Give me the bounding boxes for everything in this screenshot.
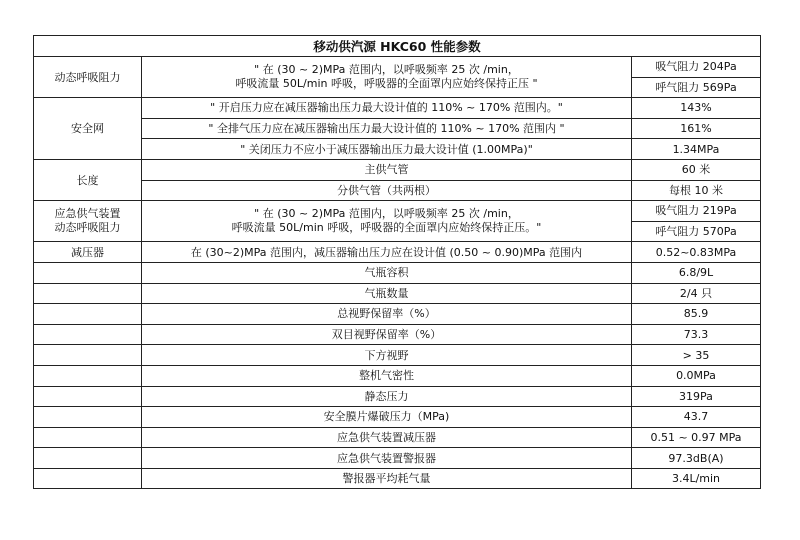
emergency-exhale-value: 呼气阻力 570Pa bbox=[632, 221, 761, 242]
row-label-emergency bbox=[34, 201, 142, 242]
table-row bbox=[34, 468, 761, 489]
param-value: 6.8/9L bbox=[632, 262, 761, 283]
length-value: 60 米 bbox=[632, 159, 761, 180]
param-value: 0.0MPa bbox=[632, 365, 761, 386]
table-row bbox=[34, 139, 761, 160]
row-label-safety: 安全网 bbox=[34, 98, 142, 160]
table-row bbox=[34, 118, 761, 139]
safety-value: 1.34MPa bbox=[632, 139, 761, 160]
empty-label-cell bbox=[34, 407, 142, 428]
emergency-condition-line2: 呼吸流量 50L/min 呼吸，呼吸器的全面罩内应始终保持正压。" bbox=[231, 221, 542, 235]
table-row bbox=[34, 201, 761, 222]
empty-label-cell bbox=[34, 427, 142, 448]
empty-label-cell bbox=[34, 365, 142, 386]
empty-label-cell bbox=[34, 324, 142, 345]
table-title: 移动供汽源 HKC60 性能参数 bbox=[34, 36, 761, 57]
length-value: 每根 10 米 bbox=[632, 180, 761, 201]
table-row bbox=[34, 283, 761, 304]
table-row bbox=[34, 427, 761, 448]
param-name: 安全膜片爆破压力（MPa) bbox=[142, 407, 632, 428]
row-label-length: 长度 bbox=[34, 159, 142, 200]
param-name: 双目视野保留率（%） bbox=[142, 324, 632, 345]
emergency-label-line2: 动态呼吸阻力 bbox=[54, 221, 121, 235]
param-name: 静态压力 bbox=[142, 386, 632, 407]
table-row bbox=[34, 365, 761, 386]
row-label-reducer: 减压器 bbox=[34, 242, 142, 263]
length-item: 主供气管 bbox=[142, 159, 632, 180]
table-row bbox=[34, 345, 761, 366]
param-value: 85.9 bbox=[632, 304, 761, 325]
emergency-inhale-value: 吸气阻力 219Pa bbox=[632, 201, 761, 222]
param-name: 气瓶数量 bbox=[142, 283, 632, 304]
table-row bbox=[34, 448, 761, 469]
table-row bbox=[34, 407, 761, 428]
table-row bbox=[34, 324, 761, 345]
param-value: 73.3 bbox=[632, 324, 761, 345]
param-value: > 35 bbox=[632, 345, 761, 366]
param-name: 下方视野 bbox=[142, 345, 632, 366]
safety-value: 161% bbox=[632, 118, 761, 139]
param-name: 应急供气装置减压器 bbox=[142, 427, 632, 448]
empty-label-cell bbox=[34, 304, 142, 325]
dynamic-exhale-value: 呼气阻力 569Pa bbox=[632, 77, 761, 98]
param-value: 97.3dB(A) bbox=[632, 448, 761, 469]
empty-label-cell bbox=[34, 468, 142, 489]
table-row bbox=[34, 159, 761, 180]
dynamic-condition bbox=[142, 57, 632, 98]
safety-condition: " 开启压力应在减压器输出压力最大设计值的 110% ~ 170% 范围内。" bbox=[142, 98, 632, 119]
length-item: 分供气管（共两根） bbox=[142, 180, 632, 201]
spec-sheet bbox=[33, 35, 760, 489]
param-name: 总视野保留率（%） bbox=[142, 304, 632, 325]
emergency-label-line1: 应急供气装置 bbox=[54, 207, 121, 221]
empty-label-cell bbox=[34, 262, 142, 283]
param-name: 应急供气装置警报器 bbox=[142, 448, 632, 469]
table-row bbox=[34, 262, 761, 283]
reducer-value: 0.52~0.83MPa bbox=[632, 242, 761, 263]
table-row bbox=[34, 304, 761, 325]
safety-value: 143% bbox=[632, 98, 761, 119]
param-value: 0.51 ~ 0.97 MPa bbox=[632, 427, 761, 448]
title-row bbox=[34, 36, 761, 57]
param-value: 3.4L/min bbox=[632, 468, 761, 489]
empty-label-cell bbox=[34, 283, 142, 304]
param-value: 2/4 只 bbox=[632, 283, 761, 304]
emergency-condition-line1: " 在 (30 ~ 2)MPa 范围内，以呼吸频率 25 次 /min， bbox=[254, 207, 519, 221]
safety-condition: " 全排气压力应在减压器输出压力最大设计值的 110% ~ 170% 范围内 " bbox=[142, 118, 632, 139]
reducer-condition: 在 (30~2)MPa 范围内，减压器输出压力应在设计值 (0.50 ~ 0.90)MPa 范围内 bbox=[142, 242, 632, 263]
row-label-dynamic: 动态呼吸阻力 bbox=[34, 57, 142, 98]
dynamic-condition-line2: 呼吸流量 50L/min 呼吸，呼吸器的全面罩内应始终保持正压 " bbox=[235, 77, 538, 91]
param-value: 43.7 bbox=[632, 407, 761, 428]
empty-label-cell bbox=[34, 448, 142, 469]
param-name: 整机气密性 bbox=[142, 365, 632, 386]
spec-table bbox=[33, 35, 761, 489]
table-row bbox=[34, 242, 761, 263]
table-row bbox=[34, 98, 761, 119]
emergency-condition bbox=[142, 201, 632, 242]
empty-label-cell bbox=[34, 386, 142, 407]
param-name: 警报器平均耗气量 bbox=[142, 468, 632, 489]
dynamic-inhale-value: 吸气阻力 204Pa bbox=[632, 57, 761, 78]
param-name: 气瓶容积 bbox=[142, 262, 632, 283]
table-row bbox=[34, 386, 761, 407]
table-row bbox=[34, 180, 761, 201]
empty-label-cell bbox=[34, 345, 142, 366]
safety-condition: " 关闭压力不应小于减压器输出压力最大设计值 (1.00MPa)" bbox=[142, 139, 632, 160]
dynamic-condition-line1: " 在 (30 ~ 2)MPa 范围内，以呼吸频率 25 次 /min， bbox=[254, 63, 519, 77]
table-row bbox=[34, 57, 761, 78]
param-value: 319Pa bbox=[632, 386, 761, 407]
